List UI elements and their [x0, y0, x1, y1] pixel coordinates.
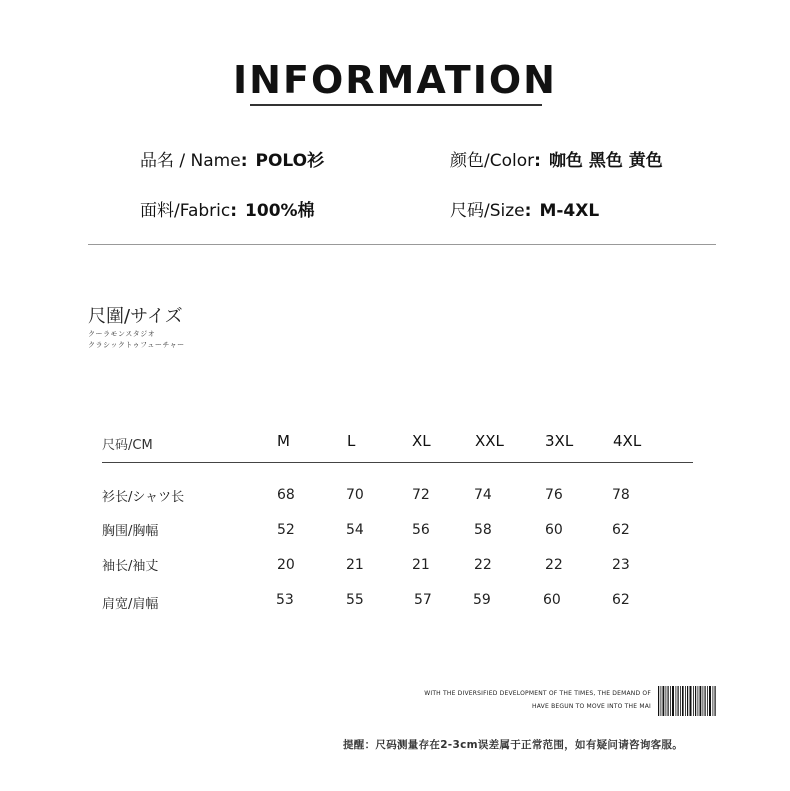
table-cell: 21: [412, 557, 430, 573]
name-label: 品名 / Name: [140, 151, 241, 171]
page-title: INFORMATION: [233, 58, 557, 102]
table-cell: 22: [545, 557, 563, 573]
table-cell: 62: [612, 592, 630, 608]
info-fabric: [140, 196, 315, 221]
table-header-label: 尺码/CM: [102, 438, 153, 453]
footer-english-line-1: WITH THE DIVERSIFIED DEVELOPMENT OF THE TIMES, THE DEMAND OF: [424, 690, 651, 697]
table-header-size: M: [277, 432, 290, 450]
table-cell: 58: [474, 522, 492, 538]
table-cell: 70: [346, 487, 364, 503]
info-name: [140, 146, 324, 171]
size-section-subline-2: クラシックトゥフューチャー: [88, 341, 185, 349]
table-cell: 59: [473, 592, 491, 608]
table-cell: 23: [612, 557, 630, 573]
table-cell: 20: [277, 557, 295, 573]
table-row-label: 衫长/シャツ长: [102, 490, 185, 505]
barcode-icon: [658, 686, 716, 716]
name-value: POLO衫: [255, 151, 325, 171]
size-section-subline-1: クーラモンスタジオ: [88, 330, 156, 338]
table-cell: 53: [276, 592, 294, 608]
size-reminder-note: 提醒：尺码测量存在2-3cm误差属于正常范围，如有疑问请咨询客服。: [343, 739, 684, 751]
table-header-line: [102, 462, 693, 463]
size-colon: :: [524, 201, 532, 221]
footer-english-line-2: HAVE BEGUN TO MOVE INTO THE MAI: [532, 703, 651, 710]
table-cell: 76: [545, 487, 563, 503]
color-colon: :: [534, 151, 541, 171]
table-cell: 60: [545, 522, 563, 538]
size-label: 尺码/Size: [450, 201, 525, 221]
table-header-size: XXL: [475, 432, 504, 450]
color-label: 颜色/Color: [450, 151, 535, 171]
size-value: M-4XL: [539, 201, 600, 221]
table-header-size: 4XL: [613, 432, 642, 450]
table-cell: 52: [277, 522, 295, 538]
table-cell: 60: [543, 592, 561, 608]
table-cell: 78: [612, 487, 630, 503]
fabric-label: 面料/Fabric: [140, 201, 231, 221]
info-color: [450, 146, 663, 171]
name-colon: :: [240, 151, 248, 171]
table-cell: 22: [474, 557, 492, 573]
table-cell: 54: [346, 522, 364, 538]
table-cell: 62: [612, 522, 630, 538]
table-cell: 21: [346, 557, 364, 573]
table-cell: 56: [412, 522, 430, 538]
table-row-label: 肩宽/肩幅: [102, 597, 159, 612]
table-header-size: 3XL: [545, 432, 574, 450]
fabric-colon: :: [230, 201, 238, 221]
section-divider: [88, 244, 716, 245]
table-cell: 57: [414, 592, 432, 608]
color-value: 咖色 黑色 黄色: [548, 151, 663, 171]
fabric-value: 100%棉: [245, 201, 315, 221]
table-cell: 74: [474, 487, 492, 503]
table-row-label: 袖长/袖丈: [102, 559, 159, 574]
table-cell: 72: [412, 487, 430, 503]
table-header-size: XL: [412, 432, 431, 450]
size-section-heading: 尺圍/サイズ: [88, 306, 183, 327]
table-header-size: L: [347, 432, 356, 450]
table-cell: 68: [277, 487, 295, 503]
table-cell: 55: [346, 592, 364, 608]
title-underline: [250, 104, 542, 106]
info-size: [450, 196, 599, 221]
table-row-label: 胸围/胸幅: [102, 524, 159, 539]
